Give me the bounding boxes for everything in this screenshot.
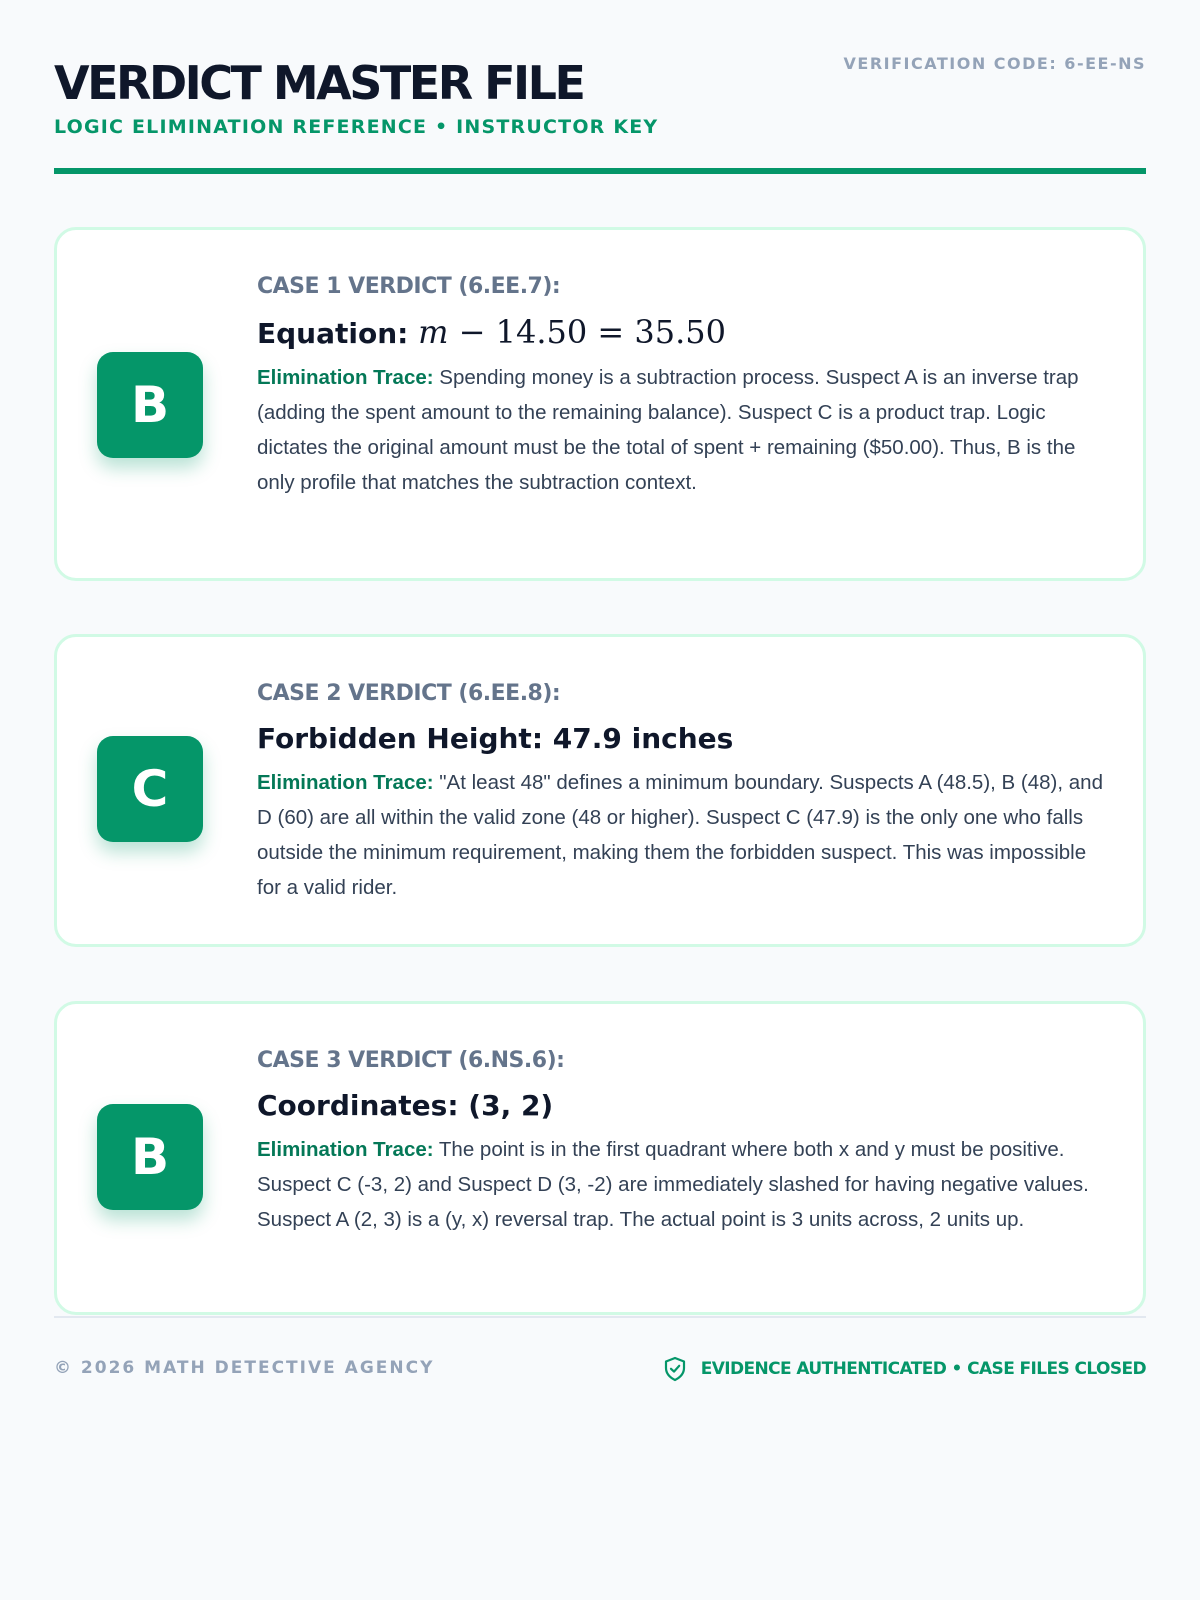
footer-divider [54, 1316, 1146, 1318]
case-card-body [257, 272, 1103, 500]
case-answer: Forbidden Height: 47.9 inches [257, 722, 734, 755]
case-label: CASE 3 VERDICT (6.NS.6): [257, 1048, 565, 1073]
verdict-badge: B [97, 1104, 203, 1210]
trace-text: Spending money is a subtraction process. Suspect A is an inverse trap (adding the spent amount to the remaining balance). Suspect C is a product trap. Logic dictates the original amount must be the total of spent + remaining ($50.00). Thus, B is the only profile that matches the subtraction context. [257, 366, 1079, 494]
case-card-1 [54, 227, 1146, 581]
equation-variable: m [418, 313, 449, 351]
equation-rest: − 14.50 = 35.50 [448, 313, 726, 351]
verdict-badge: C [97, 736, 203, 842]
trace-text: The point is in the first quadrant where both x and y must be positive. Suspect C (-3, 2) and Suspect D (3, -2) are immediately slashed for having negative values. Suspect A (2, 3) is a (y, x) reversal trap. The actual point is 3 units across, 2 units up. [257, 1138, 1089, 1231]
case-answer [257, 314, 1103, 352]
trace-label: Elimination Trace: [257, 1138, 434, 1161]
page-title: VERDICT MASTER FILE [54, 56, 584, 110]
page-subtitle: LOGIC ELIMINATION REFERENCE • INSTRUCTOR KEY [54, 116, 659, 138]
elimination-trace [257, 765, 1103, 905]
verification-code: VERIFICATION CODE: 6-EE-NS [843, 54, 1146, 73]
case-label: CASE 2 VERDICT (6.EE.8): [257, 681, 561, 706]
case-card-2 [54, 634, 1146, 947]
answer-prefix: Equation: [257, 317, 409, 350]
verdict-badge: B [97, 352, 203, 458]
page-header [54, 0, 1146, 174]
case-card-3 [54, 1001, 1146, 1315]
elimination-trace [257, 360, 1103, 500]
case-card-body [257, 679, 1103, 905]
footer-copyright: © 2026 MATH DETECTIVE AGENCY [54, 1358, 435, 1378]
case-answer: Coordinates: (3, 2) [257, 1089, 554, 1122]
trace-label: Elimination Trace: [257, 771, 434, 794]
trace-text: "At least 48" defines a minimum boundary. Suspects A (48.5), B (48), and D (60) are all within the valid zone (48 or higher). Suspect C (47.9) is the only one who falls outside the minimum requirement, making them the forbidden suspect. This was impossible for a valid rider. [257, 771, 1103, 899]
shield-check-icon [663, 1356, 687, 1382]
footer-status-text: EVIDENCE AUTHENTICATED • CASE FILES CLOSED [700, 1359, 1146, 1379]
elimination-trace [257, 1132, 1103, 1237]
answer-equation [418, 313, 726, 351]
case-label: CASE 1 VERDICT (6.EE.7): [257, 274, 561, 299]
case-card-body [257, 1046, 1103, 1237]
trace-label: Elimination Trace: [257, 366, 434, 389]
footer-status [663, 1356, 1146, 1382]
